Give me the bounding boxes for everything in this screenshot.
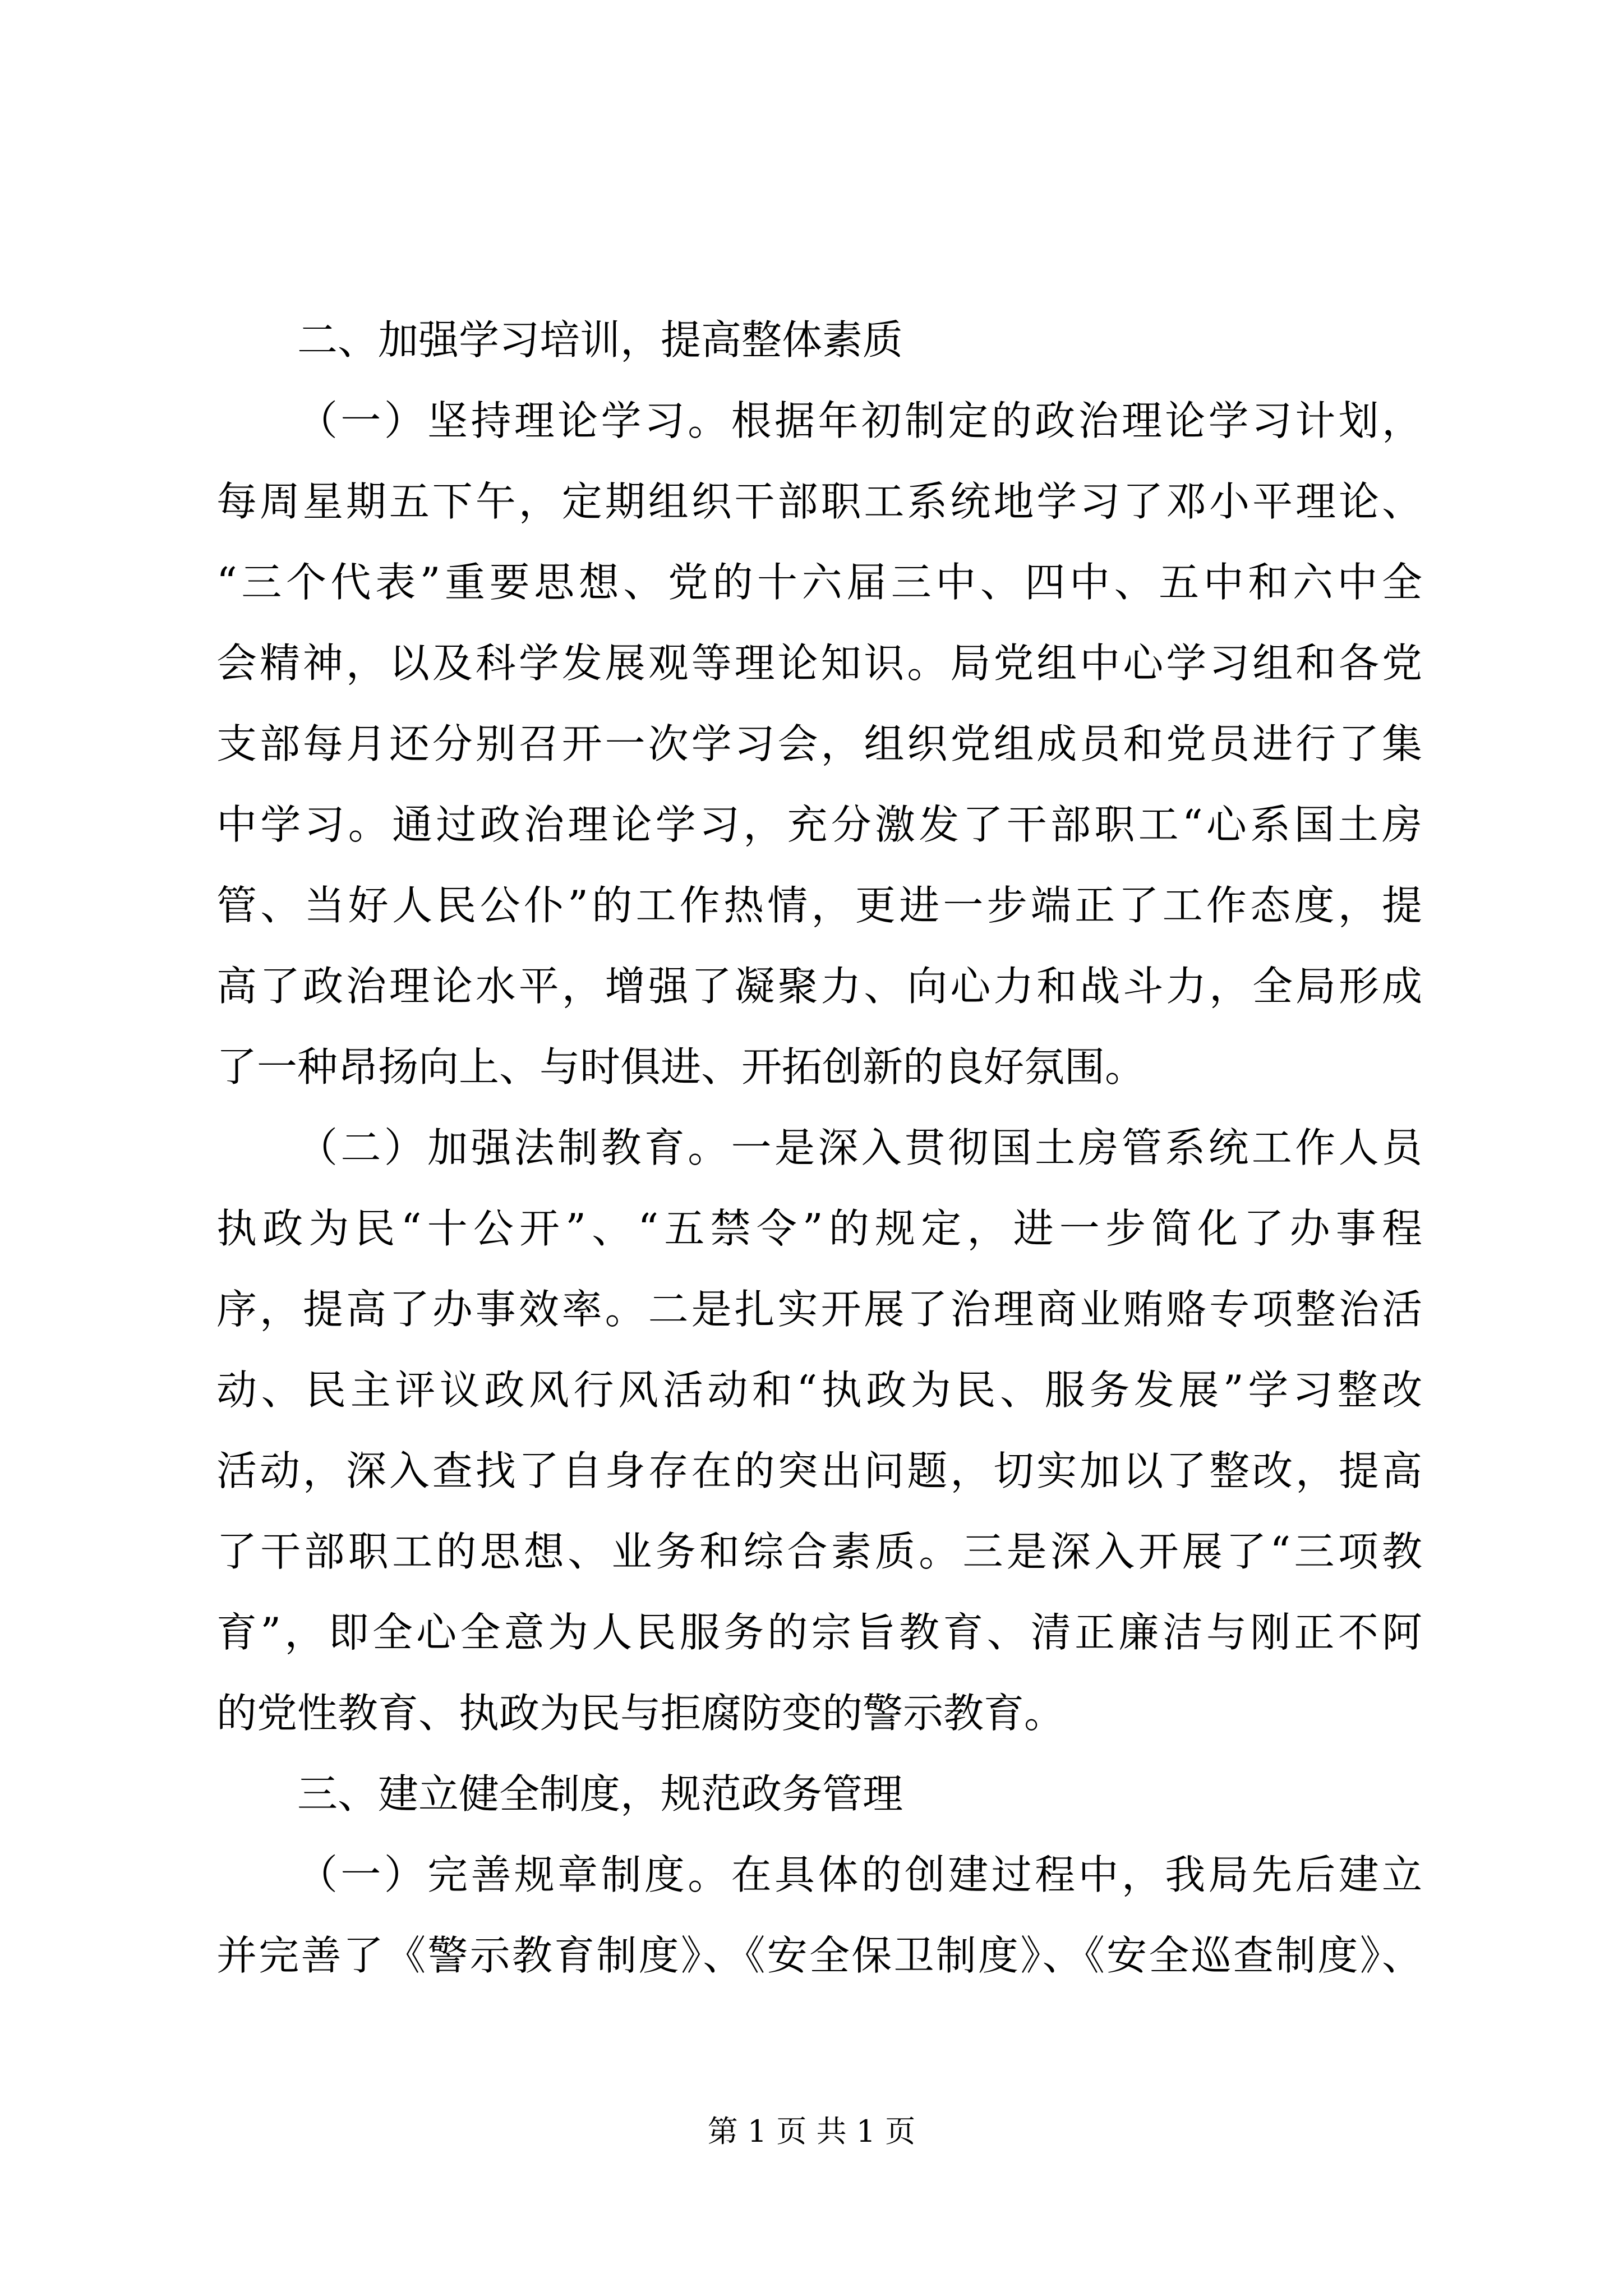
text-line: （二）加强法制教育。一是深入贯彻国土房管系统工作人员 bbox=[297, 1124, 1422, 1171]
text-line: 的党性教育、执政为民与拒腐防变的警示教育。 bbox=[216, 1690, 1065, 1737]
text-line: （一）完善规章制度。在具体的创建过程中，我局先后建立 bbox=[297, 1851, 1422, 1898]
text-line: 中学习。通过政治理论学习，充分激发了干部职工“心系国土房 bbox=[216, 801, 1422, 848]
text-line: 序，提高了办事效率。二是扎实开展了治理商业贿赂专项整治活 bbox=[216, 1286, 1422, 1333]
text-line: 活动，深入查找了自身存在的突出问题，切实加以了整改，提高 bbox=[216, 1447, 1422, 1494]
text-line: 每周星期五下午，定期组织干部职工系统地学习了邓小平理论、 bbox=[216, 478, 1422, 525]
text-line: 并完善了《警示教育制度》、《安全保卫制度》、《安全巡查制度》、 bbox=[216, 1932, 1422, 1979]
page-footer: 第 1 页 共 1 页 bbox=[707, 2114, 916, 2149]
text-line: 管、当好人民公仆”的工作热情，更进一步端正了工作态度，提 bbox=[216, 882, 1422, 929]
text-line: 支部每月还分别召开一次学习会，组织党组成员和党员进行了集 bbox=[216, 720, 1422, 767]
text-line: “三个代表”重要思想、党的十六届三中、四中、五中和六中全 bbox=[216, 559, 1422, 606]
text-line: 育”，即全心全意为人民服务的宗旨教育、清正廉洁与刚正不阿 bbox=[216, 1609, 1422, 1656]
text-line: 会精神，以及科学发展观等理论知识。局党组中心学习组和各党 bbox=[216, 639, 1422, 687]
text-line: 高了政治理论水平，增强了凝聚力、向心力和战斗力，全局形成 bbox=[216, 963, 1422, 1010]
text-line: 了干部职工的思想、业务和综合素质。三是深入开展了“三项教 bbox=[216, 1528, 1422, 1575]
text-line: 二、加强学习培训，提高整体素质 bbox=[297, 316, 903, 364]
text-line: 了一种昂扬向上、与时俱进、开拓创新的良好氛围。 bbox=[216, 1043, 1146, 1091]
document-body bbox=[216, 300, 1422, 1996]
text-line: （一）坚持理论学习。根据年初制定的政治理论学习计划， bbox=[297, 397, 1422, 444]
text-line: 三、建立健全制度，规范政务管理 bbox=[297, 1770, 903, 1818]
text-line: 动、民主评议政风行风活动和“执政为民、服务发展”学习整改 bbox=[216, 1366, 1422, 1414]
text-line: 执政为民“十公开”、“五禁令”的规定，进一步简化了办事程 bbox=[216, 1205, 1422, 1252]
